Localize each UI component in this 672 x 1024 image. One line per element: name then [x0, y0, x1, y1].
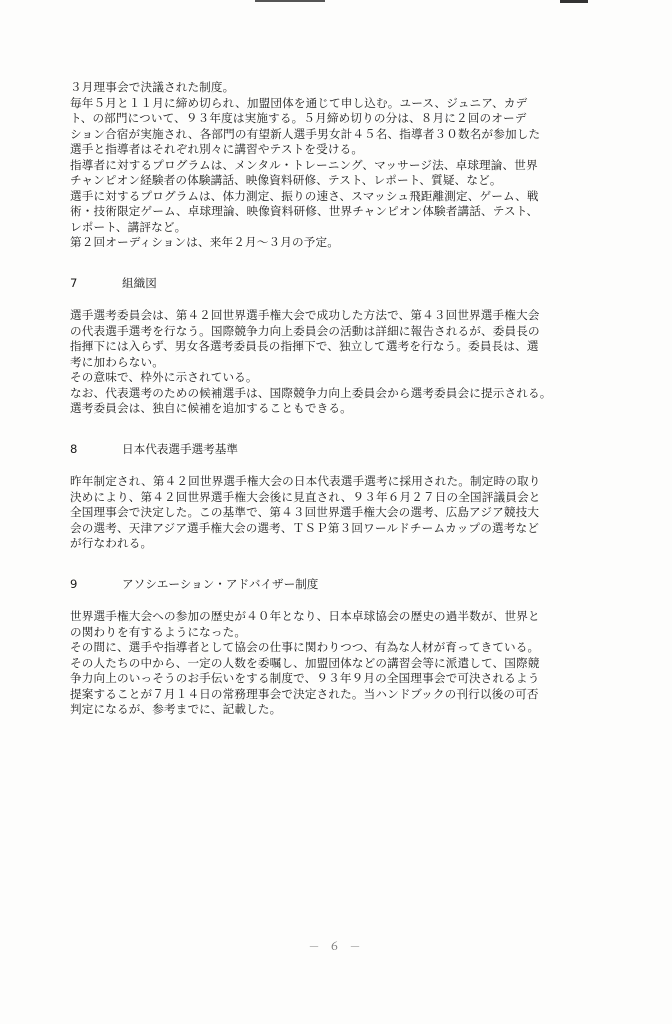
section-number: 9: [70, 576, 78, 591]
text-line: 決めにより、第４２回世界選手権大会後に見直され、９３年６月２７日の全国評議員会と: [70, 489, 541, 504]
text-line: ション合宿が実施され、各部門の有望新人選手男女計４５名、指導者３０数名が参加した: [70, 126, 541, 141]
section-9-body: [70, 609, 618, 718]
section-8-body: [70, 474, 618, 552]
text-line: レポート、講評など。: [70, 219, 187, 234]
text-line: 指揮下には入らず、男女各選考委員長の指揮下で、独立して選考を行なう。委員長は、選: [70, 339, 539, 353]
scan-edge-mark: [255, 0, 325, 2]
text-line: 会の選考、天津アジア選手権大会の選考、ＴＳＰ第３回ワールドチームカップの選考など: [70, 520, 539, 535]
section-heading-9: [70, 577, 618, 593]
text-line: 考に加わらない。: [70, 354, 164, 369]
section-7-body: [70, 308, 618, 417]
text-line: 全国理事会で決定した。この基準で、第４３回世界選手権大会の選考、広島アジア競技大: [70, 505, 540, 519]
section-heading-7: [70, 276, 618, 292]
section-number: 7: [70, 275, 78, 290]
text-line: が行なわれる。: [70, 536, 153, 550]
text-line: なお、代表選考のための候補選手は、国際競争力向上委員会から選考委員会に提示される。: [70, 385, 552, 400]
document-body: [70, 80, 618, 718]
text-line: 判定になるが、参考までに、記載した。: [70, 702, 282, 716]
text-line: 選手に対するプログラムは、体力測定、振りの速さ、スマッシュ飛距離測定、ゲーム、戦: [70, 188, 539, 203]
scan-edge-mark: [560, 0, 588, 3]
section-heading-8: [70, 442, 618, 458]
section-title: 組織図: [122, 275, 157, 290]
text-line: 指導者に対するプログラムは、メンタル・トレーニング、マッサージ法、卓球理論、世界: [70, 157, 538, 172]
text-line: その人たちの中から、一定の人数を委嘱し、加盟団体などの講習会等に派遣して、国際競: [70, 655, 540, 670]
text-line: ト、の部門について、９３年度は実施する。５月締め切りの分は、８月に２回のオーデ: [70, 111, 527, 125]
section-title: 日本代表選手選考基準: [122, 441, 238, 456]
text-line: の代表選手選考を行なう。国際競争力向上委員会の活動は詳細に報告されるが、委員長の: [70, 323, 540, 338]
text-line: 第２回オーディションは、来年２月～３月の予定。: [70, 235, 339, 249]
text-line: その意味で、枠外に示されている。: [70, 370, 258, 384]
text-line: チャンピオン経験者の体験講話、映像資料研修、テスト、レポート、質疑、など。: [70, 173, 502, 187]
text-line: 選手選考委員会は、第４２回世界選手権大会で成功した方法で、第４３回世界選手権大会: [70, 308, 540, 322]
text-line: 昨年制定され、第４２回世界選手権大会の日本代表選手選考に採用された。制定時の取り: [70, 474, 541, 488]
text-line: 術・技術限定ゲーム、卓球理論、映像資料研修、世界チャンピオン体験者講話、テスト、: [70, 204, 539, 218]
text-line: 選考委員会は、独自に候補を追加することもできる。: [70, 401, 352, 415]
text-line: 提案することが７月１４日の常務理事会で決定された。当ハンドブックの刊行以後の可否: [70, 686, 539, 701]
text-line: その間に、選手や指導者として協会の仕事に関わりつつ、有為な人材が育ってきている。: [70, 640, 540, 654]
intro-paragraph: [70, 80, 618, 251]
text-line: 世界選手権大会への参加の歴史が４０年となり、日本卓球協会の歴史の過半数が、世界と: [70, 609, 540, 623]
text-line: 選手と指導者はそれぞれ別々に講習やテストを受ける。: [70, 142, 364, 156]
text-line: の関わりを有するようになった。: [70, 624, 247, 639]
section-title: アソシエーション・アドバイザー制度: [122, 576, 319, 591]
section-number: 8: [70, 441, 78, 456]
text-line: 争力向上のいっそうのお手伝いをする制度で、９３年９月の全国理事会で可決されるよう: [70, 671, 540, 685]
text-line: 毎年５月と１１月に締め切られ、加盟団体を通じて申し込む。ユース、ジュニア、カデ: [70, 95, 528, 110]
text-line: ３月理事会で決議された制度。: [70, 80, 235, 94]
page-number: － ６ －: [308, 940, 364, 953]
